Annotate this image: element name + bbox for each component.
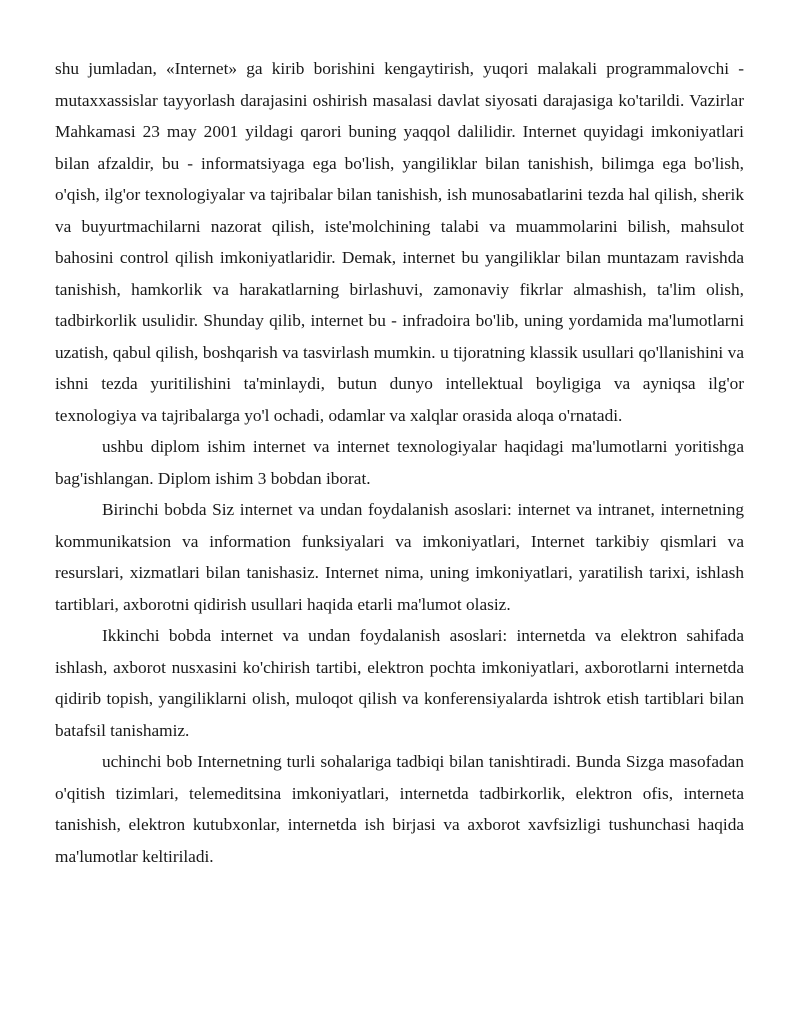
- paragraph-chapter-three: uchinchi bob Internetning turli sohalariga tadbiqi bilan tanishtiradi. Bunda Sizga masofadan o'qitish tizimlari, telemeditsina imkoniyatlari, internetda tadbirkorlik, elektron ofis, interneta tanishish, elektron kutubxonlar, internetda ish birjasi va axborot xavfsizligi tushunchasi haqida ma'lumotlar keltiriladi.: [55, 752, 744, 866]
- paragraph-chapter-one: Birinchi bobda Siz internet va undan foydalanish asoslari: internet va intranet, internetning kommunikatsion va information funksiyalari va imkoniyatlari, Internet tarkibiy qismlari va resurslari, xizmatlari bilan tanishasiz. Internet nima, uning imkoniyatlari, yaratilish tarixi, ishlash tartiblari, axborotni qidirish usullari haqida etarli ma'lumot olasiz.: [55, 500, 744, 614]
- paragraph-diploma-overview: ushbu diplom ishim internet va internet texnologiyalar haqidagi ma'lumotlarni yoritishga bag'ishlangan. Diplom ishim 3 bobdan iborat.: [55, 437, 744, 488]
- paragraph-internet-intro: shu jumladan, «Internet» ga kirib borishini kengaytirish, yuqori malakali programmalovchi - mutaxxassislar tayyorlash darajasini oshirish masalasi davlat siyosati darajasiga ko'tarildi. Vazirlar Mahkamasi 23 may 2001 yildagi qarori buning yaqqol dalilidir. Internet quyidagi imkoniyatlari bilan afzaldir, bu - informatsiyaga ega bo'lish, yangiliklar bilan tanishish, bilimga ega bo'lish, o'qish, ilg'or texnologiyalar va tajribalar bilan tanishish, ish munosabatlarini tezda hal qilish, sherik va buyurtmachilarni nazorat qilish, iste'molchining talabi va muammolarini bilish, mahsulot bahosini control qilish imkoniyatlaridir. Demak, internet bu yangiliklar bilan muntazam ravishda tanishish, hamkorlik va harakatlarning birlashuvi, zamonaviy fikrlar almashish, ta'lim olish, tadbirkorlik usulidir. Shunday qilib, internet bu - infradoira bo'lib, uning yordamida ma'lumotlarni uzatish, qabul qilish, boshqarish va tasvirlash mumkin. u tijoratning klassik usullari qo'llanishini va ishni tezda yuritilishini ta'minlaydi, butun dunyo intellektual boyligiga va ayniqsa ilg'or texnologiya va tajribalarga yo'l ochadi, odamlar va xalqlar orasida aloqa o'rnatadi.: [55, 59, 744, 425]
- document-page: [55, 53, 744, 872]
- paragraph-chapter-two: Ikkinchi bobda internet va undan foydalanish asoslari: internetda va elektron sahifada ishlash, axborot nusxasini ko'chirish tartibi, elektron pochta imkoniyatlari, axborotlarni internetda qidirib topish, yangiliklarni olish, muloqot qilish va konferensiyalarda ishtrok etish tartiblari bilan batafsil tanishamiz.: [55, 626, 744, 740]
